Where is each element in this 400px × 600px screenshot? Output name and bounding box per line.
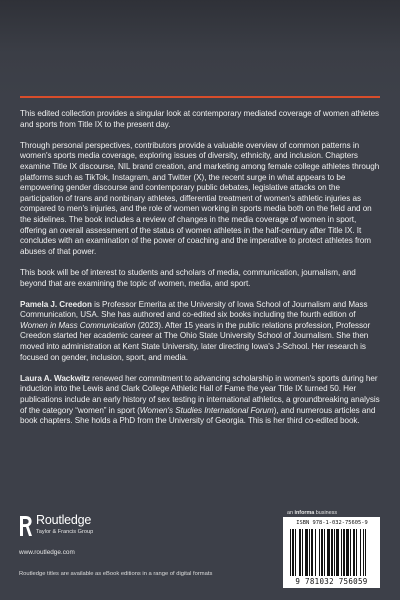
barcode-bar — [315, 529, 316, 576]
barcode-bar — [346, 529, 349, 576]
barcode-bar — [343, 529, 345, 576]
author-bio-wackwitz — [20, 374, 382, 427]
barcode-bar — [292, 529, 294, 576]
barcode-bar — [341, 529, 342, 576]
barcode-bar — [353, 529, 355, 576]
blurb-paragraph-1: This edited collection provides a singular look at contemporary mediated coverage of women athletes and sports from Title IX to the present day. — [20, 109, 380, 129]
bio-text: (2023). After 15 years in the public relations profession, Professor Creedon started her academic career at The Ohio State University School of Journalism. She then moved into administration at Kent State University, later directing Iowa's J-School. Her research is focused on gender, inclusion, sport, and media. — [20, 320, 371, 362]
barcode-bars — [290, 529, 376, 576]
imprint-brand: informa — [294, 510, 315, 516]
barcode-bar — [327, 529, 330, 576]
blurb-paragraph-3: This book will be of interest to students and scholars of media, communication, journalism, and beyond that are examining the topic of women, media, and sport. — [20, 267, 356, 288]
barcode-bar — [363, 529, 364, 576]
bio-text: ), and numerous articles and book chapters. She holds a PhD from the University of Georgia. This is her third co-edited book. — [20, 405, 376, 426]
author-name: Laura A. Wackwitz — [20, 373, 90, 383]
barcode-bar — [321, 529, 323, 576]
bio-text: is Professor Emerita at the University of Iowa School of Journalism and Mass Communication, USA. She has authored and co-edited six books including the fourth edition of — [20, 299, 368, 320]
publisher-url[interactable]: www.routledge.com — [19, 549, 75, 556]
isbn-label: ISBN 978-1-032-75605-9 — [296, 520, 368, 526]
routledge-r-icon — [19, 515, 32, 537]
barcode-bar — [309, 529, 310, 576]
top-shade — [0, 0, 400, 97]
barcode-bar — [356, 529, 357, 576]
journal-title: Women's Studies International Forum — [139, 405, 274, 415]
author-name: Pamela J. Creedon — [20, 299, 92, 309]
imprint-suffix: business — [314, 510, 338, 516]
barcode-bar — [365, 529, 366, 576]
barcode-bar — [319, 529, 320, 576]
informa-imprint — [287, 510, 337, 516]
barcode-bar — [305, 529, 308, 576]
barcode-bar — [334, 529, 335, 576]
bio-text: renewed her commitment to advancing scholarship in women's sports during her induction into the Lewis and Clark College Athletic Hall of Fame the year Title IX turned 50. Her publications include an early history of sex testing in international athletics, a groundbreaking analysis of the category “women” in sport ( — [20, 373, 380, 415]
imprint-prefix: an — [287, 510, 295, 516]
blurb-text — [20, 109, 382, 437]
ebook-note: Routledge titles are available as eBook editions in a range of digital formats — [19, 571, 213, 577]
barcode-bar — [290, 529, 291, 576]
barcode-bar — [331, 529, 333, 576]
barcode-bar — [360, 529, 361, 576]
barcode-digits: 9 781032 756059 — [295, 577, 368, 586]
barcode-bar — [350, 529, 351, 576]
author-bio-creedon — [20, 300, 382, 364]
publisher-group: Taylor & Francis Group — [36, 529, 94, 535]
barcode-bar — [302, 529, 303, 576]
barcode-bar — [336, 529, 339, 576]
blurb-paragraph-2: Through personal perspectives, contributors provide a valuable overview of common patterns in women's sports media coverage, exploring issues of diversity, ethnicity, and inclusion. Chapters examine Title IX discourse, NIL brand creation, and marketing among female college athletes through platforms such as TikTok, Instagram, and Twitter (X), the recent surge in what appears to be empowering gender discourse and contemporary public debates, legislative attacks on the participation of trans and nonbinary athletes, differential treatment of women's athletic injuries as compared to men's injuries, and the role of women working in sports media both on the field and on the sidelines. The book includes a review of changes in the media coverage of women in sport, offering an overall assessment of the status of women athletes in the half-century after Title IX. It concludes with an examination of the power of coaching and the imperative to protect athletes from abuses of that power. — [20, 140, 380, 256]
publisher-name: Routledge — [36, 513, 92, 527]
barcode-bar — [311, 529, 313, 576]
barcode-bar — [295, 529, 296, 576]
barcode-bar — [299, 529, 301, 576]
barcode-bar — [324, 529, 325, 576]
accent-rule — [20, 96, 380, 98]
book-title: Women in Mass Communication — [20, 320, 136, 330]
